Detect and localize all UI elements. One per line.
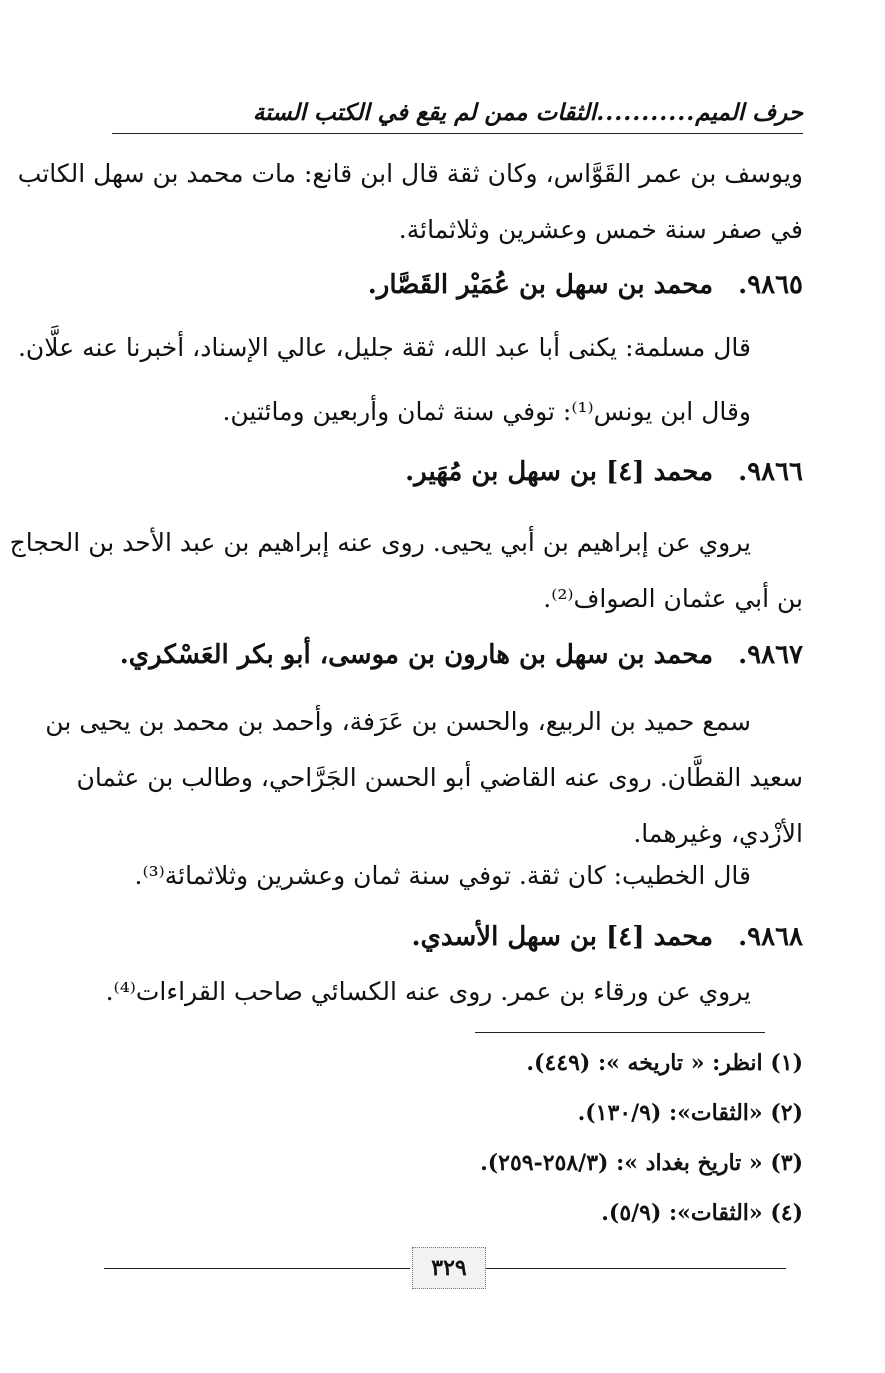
text-line: يروي عن إبراهيم بن أبي يحيى. روى عنه إبراهيم بن عبد الأحد بن الحجاج	[9, 528, 751, 557]
intro-paragraph	[17, 146, 803, 258]
footnote: (٣) « تاريخ بغداد »: (٢٥٨/٣-٢٥٩).	[480, 1150, 803, 1176]
entry-heading	[112, 640, 803, 670]
text-line: قال الخطيب: كان ثقة. توفي سنة ثمان وعشرين وثلاثمائة⁽³⁾.	[134, 861, 751, 890]
text-line: بن أبي عثمان الصواف⁽²⁾.	[543, 584, 803, 613]
footnote: (٤) «الثقات»: (٥/٩).	[601, 1200, 803, 1226]
entry-paragraph	[112, 848, 803, 904]
entry-number: ٩٨٦٥.	[738, 270, 803, 300]
entry-heading	[112, 457, 803, 487]
entry-paragraph	[112, 384, 803, 440]
book-title: الثقات ممن لم يقع في الكتب الستة	[252, 98, 597, 126]
text-line: يروي عن ورقاء بن عمر. روى عنه الكسائي صاحب القراءات⁽⁴⁾.	[105, 977, 751, 1006]
entry-paragraph	[17, 320, 803, 376]
footer-rule-right	[486, 1268, 786, 1269]
text-line: في صفر سنة خمس وعشرين وثلاثمائة.	[398, 215, 803, 244]
entry-name: محمد بن سهل بن هارون بن موسى، أبو بكر العَسْكري.	[119, 640, 714, 670]
chapter-title: حرف الميم	[695, 98, 803, 126]
text-line: قال مسلمة: يكنى أبا عبد الله، ثقة جليل، عالي الإسناد، أخبرنا عنه علَّان.	[17, 333, 751, 362]
running-header	[130, 92, 803, 132]
text-line: وقال ابن يونس⁽¹⁾: توفي سنة ثمان وأربعين ومائتين.	[222, 397, 751, 426]
entry-paragraph	[9, 515, 803, 627]
header-rule	[112, 133, 803, 134]
footnote-rule	[475, 1032, 765, 1033]
entry-heading	[112, 922, 803, 952]
entry-name: محمد [٤] بن سهل الأسدي.	[411, 922, 714, 952]
entry-name: محمد بن سهل بن عُمَيْر القَصَّار.	[367, 270, 714, 300]
text-line: ويوسف بن عمر القَوَّاس، وكان ثقة قال ابن قانع: مات محمد بن سهل الكاتب	[17, 159, 803, 188]
text-line: الأزْدي، وغيرهما.	[633, 819, 803, 848]
page-number: ٣٢٩	[412, 1247, 486, 1289]
footer-rule-left	[104, 1268, 410, 1269]
footnote: (١) انظر: « تاريخه »: (٤٤٩).	[526, 1050, 803, 1076]
entry-number: ٩٨٦٧.	[738, 640, 803, 670]
text-line: سعيد القطَّان. روى عنه القاضي أبو الحسن الجَرَّاحي، وطالب بن عثمان	[76, 763, 803, 792]
entry-number: ٩٨٦٨.	[738, 922, 803, 952]
entry-paragraph	[105, 964, 803, 1020]
entry-name: محمد [٤] بن سهل بن مُهَير.	[405, 457, 714, 487]
text-line: سمع حميد بن الربيع، والحسن بن عَرَفة، وأحمد بن محمد بن يحيى بن	[45, 707, 751, 736]
header-dots: ...........	[596, 98, 696, 126]
entry-paragraph	[45, 694, 803, 862]
entry-number: ٩٨٦٦.	[738, 457, 803, 487]
footnote: (٢) «الثقات»: (١٣٠/٩).	[577, 1100, 803, 1126]
entry-heading	[112, 270, 803, 300]
